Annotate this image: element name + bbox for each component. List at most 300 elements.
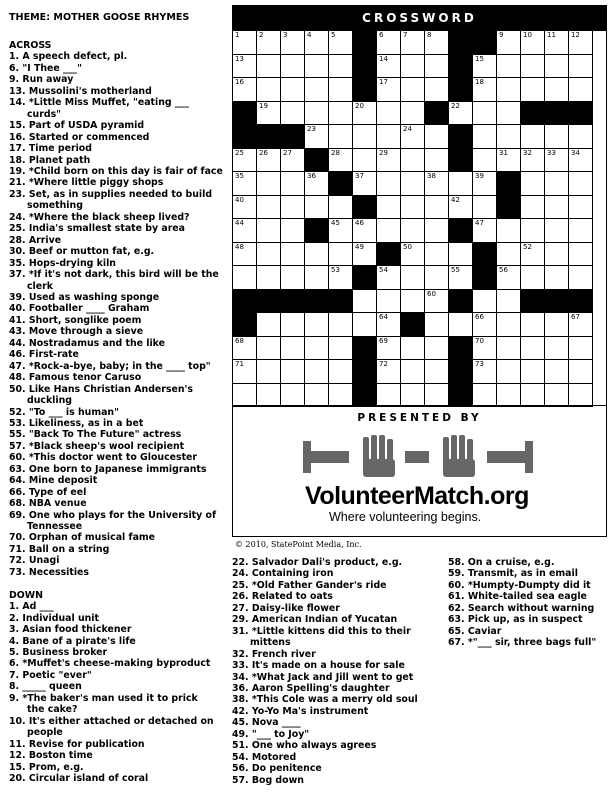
clue-line: 19. *Child born on this day is fair of face — [9, 165, 223, 177]
grid-cell[interactable] — [376, 383, 401, 408]
grid-cell[interactable] — [472, 218, 497, 243]
grid-cell[interactable] — [328, 383, 353, 408]
grid-cell[interactable] — [376, 336, 401, 361]
grid-cell[interactable] — [448, 101, 473, 126]
grid-cell[interactable] — [520, 77, 545, 102]
grid-block — [328, 171, 353, 196]
grid-cell[interactable] — [280, 359, 305, 384]
clue-line: 15. Part of USDA pyramid — [9, 120, 145, 132]
grid-cell[interactable] — [304, 265, 329, 290]
cell-number: 8 — [427, 31, 432, 39]
grid-block — [544, 289, 569, 314]
grid-cell[interactable] — [424, 148, 449, 173]
clue-line: 22. Salvador Dali's product, e.g. — [232, 557, 403, 568]
grid-cell[interactable] — [568, 148, 593, 173]
cell-number: 40 — [235, 195, 244, 204]
grid-cell[interactable] — [472, 77, 497, 102]
grid-cell[interactable] — [400, 124, 425, 149]
grid-cell[interactable] — [496, 289, 521, 314]
grid-cell[interactable] — [376, 101, 401, 126]
grid-cell[interactable] — [352, 148, 377, 173]
grid-cell[interactable] — [400, 195, 425, 220]
grid-cell[interactable] — [304, 336, 329, 361]
grid-cell[interactable] — [568, 336, 593, 361]
grid-block — [448, 124, 473, 149]
cell-number: 20 — [355, 101, 364, 110]
grid-cell[interactable] — [280, 30, 305, 55]
grid-block — [304, 289, 329, 314]
grid-cell[interactable] — [496, 383, 521, 408]
grid-cell[interactable] — [328, 312, 353, 337]
cell-number: 48 — [235, 242, 244, 251]
grid-cell[interactable] — [400, 336, 425, 361]
grid-cell[interactable] — [568, 242, 593, 267]
clue-line: 47. *Rock-a-bye, baby; in the ____ top" — [9, 360, 211, 372]
grid-cell[interactable] — [232, 265, 257, 290]
grid-cell[interactable] — [544, 77, 569, 102]
grid-cell[interactable] — [328, 265, 353, 290]
cell-number: 39 — [475, 172, 484, 180]
grid-cell[interactable] — [304, 124, 329, 149]
clue-line: 39. Used as washing sponge — [9, 291, 160, 303]
clue-line: 57. Bog down — [232, 774, 304, 786]
grid-cell[interactable] — [376, 148, 401, 173]
clue-line: 65. Caviar — [448, 625, 502, 637]
grid-cell[interactable] — [496, 265, 521, 290]
grid-cell[interactable] — [544, 359, 569, 384]
grid-cell[interactable] — [520, 218, 545, 243]
cell-number: 7 — [403, 31, 408, 39]
grid-cell[interactable] — [448, 242, 473, 267]
grid-cell[interactable] — [304, 54, 329, 79]
grid-cell[interactable] — [472, 383, 497, 408]
cell-number: 12 — [571, 31, 580, 39]
grid-cell[interactable] — [232, 77, 257, 102]
grid-cell[interactable] — [496, 30, 521, 55]
grid-cell[interactable] — [568, 265, 593, 290]
down-heading: DOWN — [9, 589, 43, 601]
clue-line: 55. "Back To The Future" actress — [9, 429, 182, 441]
grid-cell[interactable] — [376, 30, 401, 55]
grid-cell[interactable] — [496, 242, 521, 267]
grid-cell[interactable] — [256, 171, 281, 196]
cell-number: 18 — [475, 78, 484, 86]
grid-cell[interactable] — [304, 77, 329, 102]
grid-cell[interactable] — [304, 30, 329, 55]
grid-cell[interactable] — [424, 195, 449, 220]
clue-line: 30. Beef or mutton fat, e.g. — [9, 246, 155, 258]
grid-cell[interactable] — [568, 54, 593, 79]
grid-cell[interactable] — [544, 54, 569, 79]
grid-cell[interactable] — [328, 77, 353, 102]
across-clue-list — [9, 51, 231, 578]
clue-line: 42. Yo-Yo Ma's instrument — [232, 705, 369, 717]
clue-line: the cake? — [27, 704, 78, 716]
cell-number: 54 — [379, 266, 388, 274]
grid-cell[interactable] — [568, 124, 593, 149]
grid-cell[interactable] — [496, 312, 521, 337]
cell-number: 2 — [259, 31, 264, 39]
clue-line: 35. Hops-drying kiln — [9, 257, 116, 269]
grid-cell[interactable] — [448, 265, 473, 290]
grid-block — [448, 218, 473, 243]
cell-number: 42 — [451, 195, 460, 204]
grid-cell[interactable] — [232, 148, 257, 173]
clue-line: 45. Nova ____ — [232, 717, 301, 729]
grid-cell[interactable] — [280, 242, 305, 267]
grid-cell[interactable] — [256, 101, 281, 126]
grid-cell[interactable] — [520, 30, 545, 55]
grid-cell[interactable] — [424, 336, 449, 361]
grid-cell[interactable] — [304, 195, 329, 220]
grid-cell[interactable] — [496, 101, 521, 126]
cell-number: 15 — [475, 54, 484, 63]
clue-line: 38. *This Cole was a merry old soul — [232, 694, 418, 706]
grid-cell[interactable] — [544, 30, 569, 55]
grid-cell[interactable] — [400, 54, 425, 79]
grid-cell[interactable] — [544, 124, 569, 149]
grid-cell[interactable] — [352, 218, 377, 243]
clue-line: people — [27, 727, 63, 739]
grid-cell[interactable] — [448, 195, 473, 220]
grid-block — [472, 30, 497, 55]
grid-cell[interactable] — [328, 101, 353, 126]
grid-cell[interactable] — [352, 101, 377, 126]
grid-cell[interactable] — [520, 148, 545, 173]
clue-line: 27. Daisy-like flower — [232, 602, 340, 614]
grid-cell[interactable] — [352, 124, 377, 149]
clue-line: 54. Motored — [232, 751, 297, 763]
grid-cell[interactable] — [400, 383, 425, 408]
grid-block — [448, 383, 473, 408]
grid-cell[interactable] — [496, 359, 521, 384]
grid-cell[interactable] — [304, 359, 329, 384]
cell-number: 32 — [523, 148, 532, 157]
clue-line: 43. Move through a sieve — [9, 326, 144, 338]
grid-cell[interactable] — [424, 359, 449, 384]
grid-cell[interactable] — [520, 124, 545, 149]
grid-cell[interactable] — [256, 383, 281, 408]
grid-cell[interactable] — [496, 336, 521, 361]
grid-cell[interactable] — [472, 148, 497, 173]
grid-cell[interactable] — [520, 171, 545, 196]
clue-line: 9. *The baker's man used it to prick — [9, 692, 198, 704]
grid-cell[interactable] — [352, 289, 377, 314]
grid-cell[interactable] — [352, 171, 377, 196]
grid-cell[interactable] — [568, 171, 593, 196]
cell-number: 60 — [427, 289, 436, 298]
clue-line: 25. *Old Father Gander's ride — [232, 579, 387, 591]
grid-cell[interactable] — [400, 218, 425, 243]
grid-cell[interactable] — [376, 195, 401, 220]
grid-cell[interactable] — [328, 336, 353, 361]
grid-cell[interactable] — [448, 171, 473, 196]
grid-block — [472, 242, 497, 267]
cell-number: 45 — [331, 219, 340, 227]
grid-cell[interactable] — [400, 242, 425, 267]
clue-line: 26. Related to oats — [232, 591, 333, 603]
grid-cell[interactable] — [496, 148, 521, 173]
clue-line: 67. *"___ sir, three bags full" — [448, 637, 597, 649]
grid-cell[interactable] — [232, 242, 257, 267]
cell-number: 34 — [571, 148, 580, 157]
grid-cell[interactable] — [520, 336, 545, 361]
grid-cell[interactable] — [304, 171, 329, 196]
grid-block — [256, 124, 281, 149]
cell-number: 19 — [259, 101, 268, 110]
presented-by-label: PRESENTED BY — [357, 412, 482, 424]
grid-cell[interactable] — [568, 312, 593, 337]
grid-cell[interactable] — [472, 101, 497, 126]
grid-cell[interactable] — [400, 77, 425, 102]
clue-line: 56. Do penitence — [232, 763, 322, 775]
grid-cell[interactable] — [424, 242, 449, 267]
grid-block — [568, 101, 593, 126]
grid-block — [328, 289, 353, 314]
grid-cell[interactable] — [496, 218, 521, 243]
grid-cell[interactable] — [256, 218, 281, 243]
grid-cell[interactable] — [424, 265, 449, 290]
grid-block — [496, 195, 521, 220]
grid-cell[interactable] — [544, 171, 569, 196]
grid-cell[interactable] — [520, 242, 545, 267]
grid-cell[interactable] — [424, 30, 449, 55]
grid-cell[interactable] — [256, 54, 281, 79]
grid-cell[interactable] — [424, 383, 449, 408]
cell-number: 44 — [235, 219, 244, 227]
grid-cell[interactable] — [520, 54, 545, 79]
grid-cell[interactable] — [256, 336, 281, 361]
grid-cell[interactable] — [376, 218, 401, 243]
grid-cell[interactable] — [328, 359, 353, 384]
grid-cell[interactable] — [376, 77, 401, 102]
grid-cell[interactable] — [424, 77, 449, 102]
clue-line: 51. One who always agrees — [232, 740, 377, 752]
clue-line: 70. Orphan of musical fame — [9, 532, 156, 544]
clue-line: 36. Aaron Spelling's daughter — [232, 682, 390, 694]
clue-line: 6. *Muffet's cheese-making byproduct — [9, 658, 211, 670]
grid-cell[interactable] — [400, 30, 425, 55]
grid-cell[interactable] — [544, 336, 569, 361]
grid-block — [232, 289, 257, 314]
grid-cell[interactable] — [328, 195, 353, 220]
grid-cell[interactable] — [568, 77, 593, 102]
grid-cell[interactable] — [256, 312, 281, 337]
grid-cell[interactable] — [520, 265, 545, 290]
grid-cell[interactable] — [424, 218, 449, 243]
grid-cell[interactable] — [256, 242, 281, 267]
grid-cell[interactable] — [280, 101, 305, 126]
grid-cell[interactable] — [496, 54, 521, 79]
clue-line: Tennessee — [27, 521, 83, 533]
clue-line: clerk — [27, 280, 53, 292]
grid-cell[interactable] — [400, 148, 425, 173]
cell-number: 73 — [475, 360, 484, 368]
grid-block — [352, 30, 377, 55]
clue-line: 14. *Little Miss Muffet, "eating ___ — [9, 97, 189, 109]
grid-cell[interactable] — [328, 30, 353, 55]
cell-number: 46 — [355, 219, 364, 227]
grid-cell[interactable] — [568, 218, 593, 243]
grid-cell[interactable] — [256, 359, 281, 384]
grid-cell[interactable] — [256, 30, 281, 55]
grid-cell[interactable] — [472, 359, 497, 384]
grid-cell[interactable] — [232, 195, 257, 220]
cell-number: 10 — [523, 31, 532, 39]
grid-cell[interactable] — [520, 195, 545, 220]
grid-cell[interactable] — [280, 312, 305, 337]
cell-number: 26 — [259, 148, 268, 157]
grid-cell[interactable] — [328, 242, 353, 267]
grid-cell[interactable] — [472, 312, 497, 337]
grid-cell[interactable] — [496, 77, 521, 102]
grid-cell[interactable] — [376, 54, 401, 79]
grid-cell[interactable] — [352, 242, 377, 267]
grid-cell[interactable] — [472, 289, 497, 314]
grid-cell[interactable] — [280, 54, 305, 79]
grid-cell[interactable] — [280, 336, 305, 361]
grid-cell[interactable] — [376, 124, 401, 149]
grid-cell[interactable] — [424, 312, 449, 337]
clue-line: 8. _____ queen — [9, 681, 82, 693]
cell-number: 47 — [475, 219, 484, 227]
grid-cell[interactable] — [280, 171, 305, 196]
grid-cell[interactable] — [568, 383, 593, 408]
grid-cell[interactable] — [256, 265, 281, 290]
grid-cell[interactable] — [424, 124, 449, 149]
grid-cell[interactable] — [472, 336, 497, 361]
grid-cell[interactable] — [520, 312, 545, 337]
grid-cell[interactable] — [376, 359, 401, 384]
grid-cell[interactable] — [544, 265, 569, 290]
clue-line: something — [27, 200, 83, 212]
grid-cell[interactable] — [328, 218, 353, 243]
clue-line: 32. French river — [232, 648, 316, 660]
grid-cell[interactable] — [544, 312, 569, 337]
grid-cell[interactable] — [400, 171, 425, 196]
clue-line: 2. Individual unit — [9, 612, 99, 624]
cell-number: 70 — [475, 336, 484, 345]
grid-block — [232, 124, 257, 149]
grid-cell[interactable] — [568, 359, 593, 384]
clue-line: 68. NBA venue — [9, 498, 87, 510]
grid-cell[interactable] — [376, 289, 401, 314]
grid-cell[interactable] — [280, 383, 305, 408]
cell-number: 6 — [379, 31, 384, 39]
grid-cell[interactable] — [568, 30, 593, 55]
grid-cell[interactable] — [520, 383, 545, 408]
grid-cell[interactable] — [424, 289, 449, 314]
grid-cell[interactable] — [232, 171, 257, 196]
grid-cell[interactable] — [472, 124, 497, 149]
grid-cell[interactable] — [448, 312, 473, 337]
clue-line: 69. One who plays for the University of — [9, 509, 217, 521]
grid-cell[interactable] — [472, 171, 497, 196]
clue-line: 66. Type of eel — [9, 486, 87, 498]
grid-cell[interactable] — [424, 171, 449, 196]
grid-cell[interactable] — [304, 312, 329, 337]
clue-line: 24. Containing iron — [232, 568, 334, 580]
grid-cell[interactable] — [376, 265, 401, 290]
grid-block — [352, 77, 377, 102]
grid-cell[interactable] — [544, 383, 569, 408]
copyright-notice: © 2010, StatePoint Media, Inc. — [235, 540, 362, 549]
grid-cell[interactable] — [280, 195, 305, 220]
grid-cell[interactable] — [280, 265, 305, 290]
grid-cell[interactable] — [328, 124, 353, 149]
grid-cell[interactable] — [544, 242, 569, 267]
grid-cell[interactable] — [544, 195, 569, 220]
clue-line: 63. One born to Japanese immigrants — [9, 463, 207, 475]
clue-line: 60. *Humpty-Dumpty did it — [448, 579, 591, 591]
grid-cell[interactable] — [256, 148, 281, 173]
grid-block — [256, 289, 281, 314]
grid-cell[interactable] — [400, 359, 425, 384]
grid-cell[interactable] — [520, 359, 545, 384]
grid-cell[interactable] — [280, 77, 305, 102]
grid-cell[interactable] — [376, 171, 401, 196]
grid-cell[interactable] — [352, 312, 377, 337]
grid-cell[interactable] — [472, 54, 497, 79]
clue-line: 49. "___ to Joy" — [232, 728, 310, 740]
grid-cell[interactable] — [328, 148, 353, 173]
grid-cell[interactable] — [304, 101, 329, 126]
grid-block — [448, 336, 473, 361]
grid-cell[interactable] — [232, 359, 257, 384]
grid-cell[interactable] — [232, 218, 257, 243]
grid-cell[interactable] — [544, 218, 569, 243]
grid-cell[interactable] — [400, 101, 425, 126]
grid-block — [232, 101, 257, 126]
grid-cell[interactable] — [424, 54, 449, 79]
grid-cell[interactable] — [400, 289, 425, 314]
grid-cell[interactable] — [232, 30, 257, 55]
clues-column-1 — [9, 40, 231, 784]
grid-cell[interactable] — [304, 383, 329, 408]
grid-cell[interactable] — [400, 265, 425, 290]
cell-number: 27 — [283, 148, 292, 157]
grid-cell[interactable] — [304, 242, 329, 267]
grid-cell[interactable] — [280, 148, 305, 173]
clue-line: duckling — [27, 395, 72, 407]
grid-cell[interactable] — [232, 336, 257, 361]
clue-line: 18. Planet path — [9, 154, 91, 166]
grid-cell[interactable] — [496, 124, 521, 149]
sponsor-panel — [233, 405, 606, 538]
cell-number: 55 — [451, 266, 460, 274]
grid-cell[interactable] — [256, 195, 281, 220]
grid-cell[interactable] — [328, 54, 353, 79]
grid-cell[interactable] — [280, 218, 305, 243]
grid-cell[interactable] — [472, 195, 497, 220]
grid-cell[interactable] — [256, 77, 281, 102]
grid-cell[interactable] — [544, 148, 569, 173]
clue-line: 52. "To ___ is human" — [9, 406, 119, 418]
clue-line: 20. Circular island of coral — [9, 772, 149, 784]
cell-number: 24 — [403, 125, 412, 133]
clue-line: 13. Mussolini's motherland — [9, 85, 152, 97]
grid-cell[interactable] — [232, 54, 257, 79]
clue-line: 64. Mine deposit — [9, 475, 98, 487]
clue-line: 31. *Little kittens did this to their — [232, 625, 411, 637]
cell-number: 71 — [235, 360, 244, 368]
grid-cell[interactable] — [376, 312, 401, 337]
clue-line: 48. Famous tenor Caruso — [9, 372, 142, 384]
grid-cell[interactable] — [232, 383, 257, 408]
clue-line: 6. "I Thee ___" — [9, 62, 82, 74]
grid-cell[interactable] — [568, 195, 593, 220]
clue-line: 59. Transmit, as in email — [448, 568, 578, 580]
